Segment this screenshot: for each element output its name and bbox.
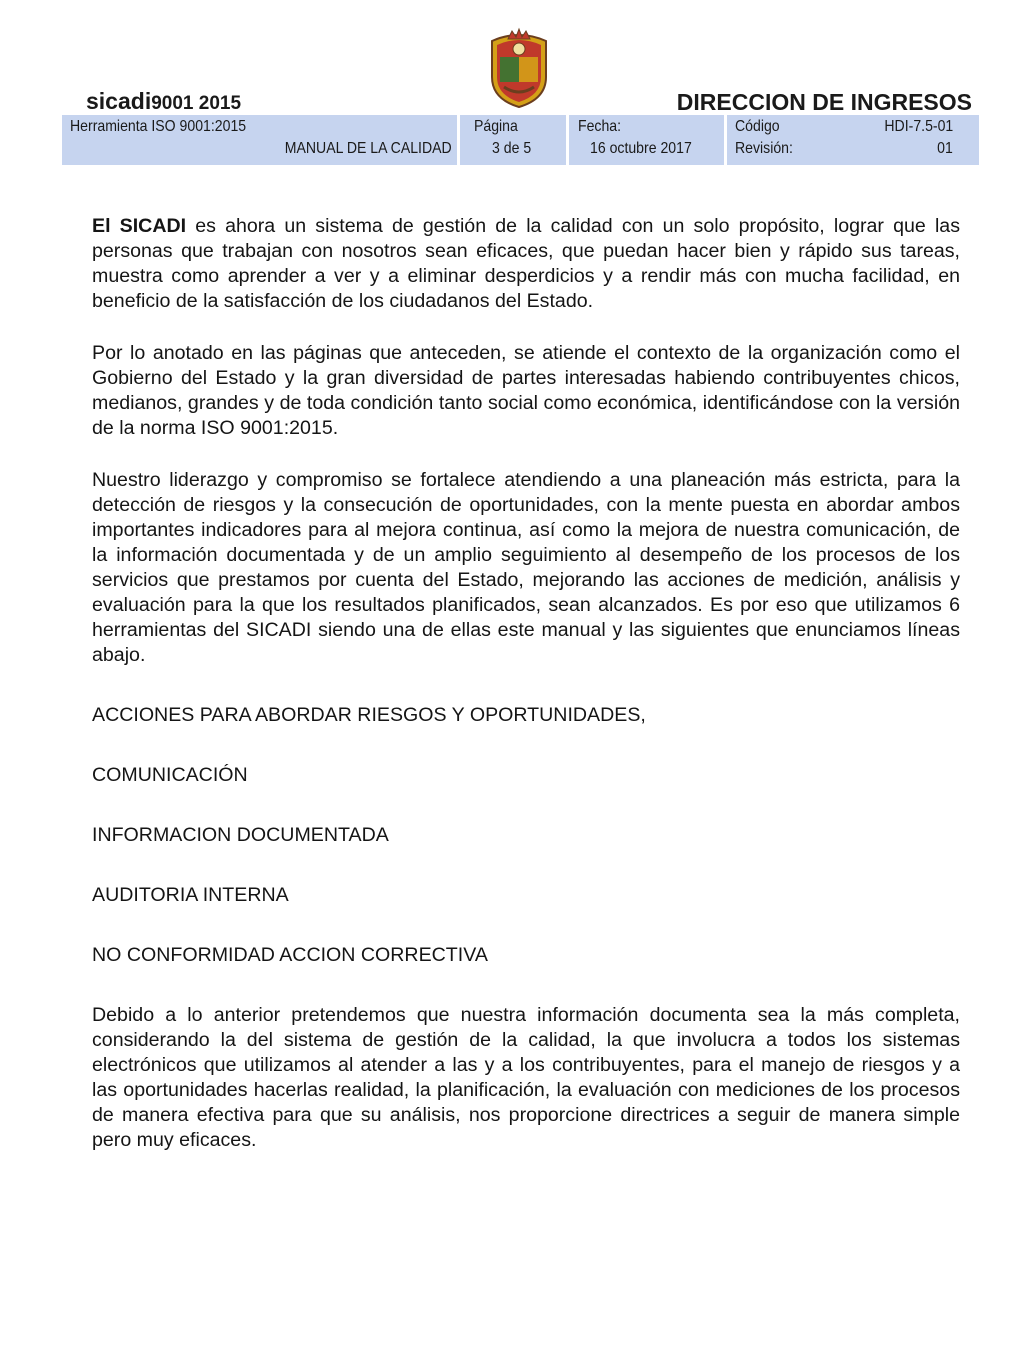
intro-text: es ahora un sistema de gestión de la calidad con un solo propósito, lograr que las personas que trabajan con nosotros sean eficaces, que puedan hacer bien y rápido sus tareas, muestra como aprender a ver y a eliminar desperdicios y a rendir más con mucha facilidad, en beneficio de la satisfacción de los ciudadanos del Estado. bbox=[92, 215, 960, 312]
coat-of-arms-seal bbox=[486, 27, 552, 109]
intro-lead: El SICADI bbox=[92, 215, 187, 237]
page-value: 3 de 5 bbox=[492, 140, 532, 157]
brand-version: 9001 2015 bbox=[151, 93, 242, 114]
date-label: Fecha: bbox=[578, 118, 622, 135]
department-title: DIRECCION DE INGRESOS bbox=[676, 89, 972, 115]
tool-list-item: COMUNICACIÓN bbox=[92, 764, 248, 786]
revision-value: 01 bbox=[937, 140, 953, 157]
tool-list-item: INFORMACION DOCUMENTADA bbox=[92, 824, 389, 846]
document-header-table bbox=[62, 115, 979, 165]
page-label: Página bbox=[474, 118, 518, 135]
paragraph-context: Por lo anotado en las páginas que anteceden, se atiende el contexto de la organización como el Gobierno del Estado y la gran diversidad de partes interesadas habiendo contribuyentes chicos, medianos, grandes y de toda condición tanto social como económica, identificándose con la versión de la norma ISO 9001:2015. bbox=[92, 342, 960, 439]
brand-title bbox=[86, 88, 241, 115]
header-divider bbox=[724, 115, 727, 165]
tool-list-item: AUDITORIA INTERNA bbox=[92, 884, 289, 906]
code-label: Código bbox=[735, 118, 780, 135]
header-divider bbox=[566, 115, 569, 165]
date-value: 16 octubre 2017 bbox=[590, 140, 692, 157]
paragraph-leadership: Nuestro liderazgo y compromiso se fortalece atendiendo a una planeación más estricta, para la detección de riesgos y la consecución de oportunidades, con la mente puesta en abordar ambos importantes indicadores para al mejora continua, así como la mejora de nuestra comunicación, de la información documentada y de un amplio seguimiento al desempeño de los procesos de los servicios que prestamos por cuenta del Estado, mejorando las acciones de medición, análisis y evaluación para la que los resultados planificados, sean alcanzados. Es por eso que utilizamos 6 herramientas del SICADI siendo una de ellas este manual y las siguientes que enunciamos líneas abajo. bbox=[92, 469, 960, 666]
tool-list-item: NO CONFORMIDAD ACCION CORRECTIVA bbox=[92, 944, 488, 966]
paragraph-conclusion: Debido a lo anterior pretendemos que nuestra información documenta sea la más completa, considerando la del sistema de gestión de la calidad, la que involucra a todos los sistemas electrónicos que utilizamos al atender a las y a los contribuyentes, para el manejo de riesgos y a las oportunidades hacerlas realidad, la planificación, la evaluación con mediciones de los procesos de manera efectiva para que su análisis, nos proporcione directrices a seguir de manera simple pero muy eficaces. bbox=[92, 1004, 960, 1151]
revision-label: Revisión: bbox=[735, 140, 793, 157]
document-title: MANUAL DE LA CALIDAD bbox=[285, 140, 452, 157]
paragraph-intro bbox=[92, 214, 960, 314]
brand-name: sicadi bbox=[86, 88, 152, 114]
code-value: HDI-7.5-01 bbox=[884, 118, 953, 135]
document-body bbox=[92, 214, 960, 1153]
header-divider bbox=[457, 115, 460, 165]
tool-label: Herramienta ISO 9001:2015 bbox=[70, 118, 247, 135]
tool-list-item: ACCIONES PARA ABORDAR RIESGOS Y OPORTUNIDADES, bbox=[92, 704, 646, 726]
